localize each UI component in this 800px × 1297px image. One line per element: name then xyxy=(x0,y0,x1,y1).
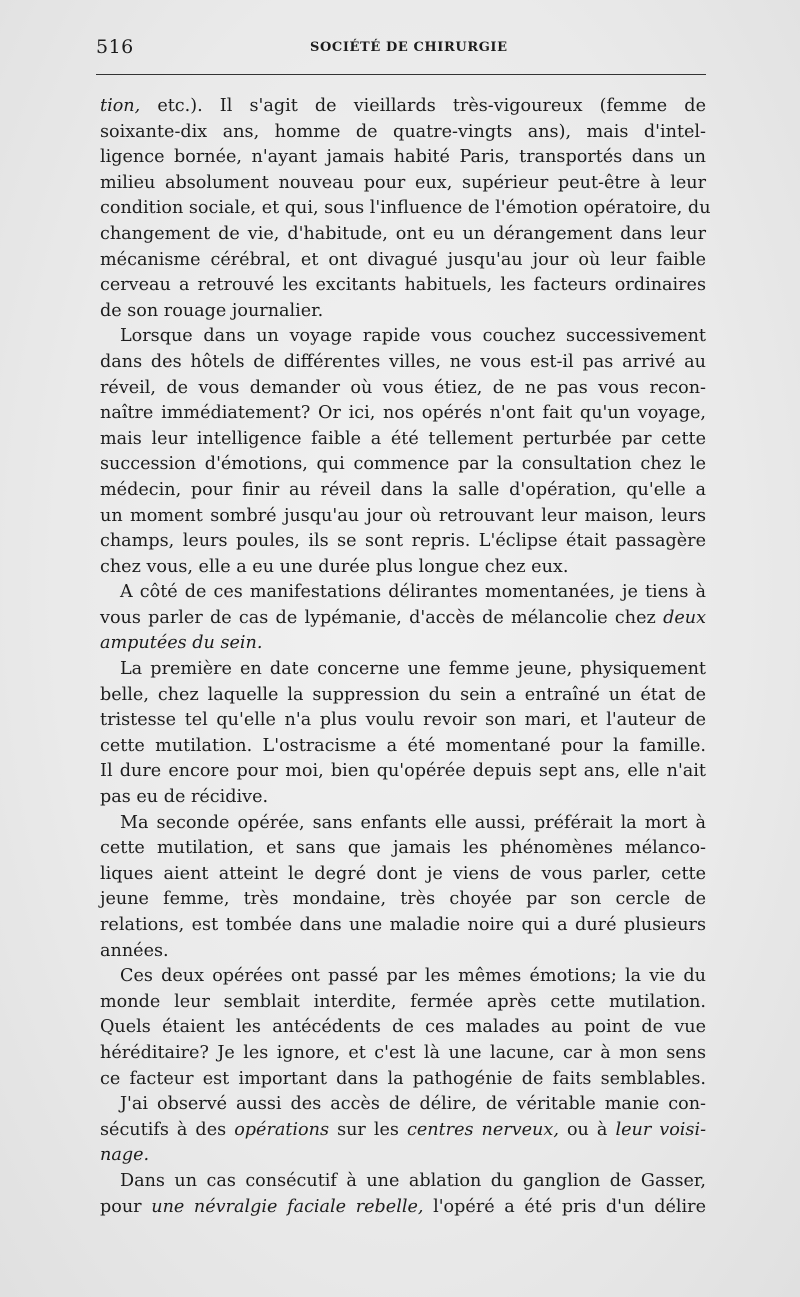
text-line xyxy=(100,299,706,325)
text-run: amputées du sein. xyxy=(100,633,263,654)
text-line xyxy=(100,120,706,146)
text-run: héréditaire? Je les ignore, et c'est là une lacune, car à mon sens xyxy=(100,1042,706,1063)
text-run: monde leur semblait interdite, fermée après cette mutilation. xyxy=(100,991,706,1012)
text-run: Ma seconde opérée, sans enfants elle aussi, préférait la mort à xyxy=(120,812,706,833)
text-run: nage. xyxy=(100,1145,150,1166)
text-line xyxy=(100,324,706,350)
text-run: cette mutilation, et sans que jamais les phénomènes mélanco- xyxy=(100,838,706,859)
text-line xyxy=(100,452,706,478)
text-line xyxy=(100,1118,706,1144)
text-line xyxy=(100,887,706,913)
text-run: une névralgie faciale rebelle, xyxy=(151,1196,424,1217)
text-line xyxy=(100,504,706,530)
text-run: centres nerveux, xyxy=(407,1119,559,1140)
text-run: succession d'émotions, qui commence par la consultation chez le xyxy=(100,454,706,475)
text-run: tristesse tel qu'elle n'a plus voulu revoir son mari, et l'auteur de xyxy=(100,710,706,731)
text-run: naître immédiatement? Or ici, nos opérés n'ont fait qu'un voyage, xyxy=(100,403,706,424)
text-line xyxy=(100,990,706,1016)
text-run: sécutifs à des xyxy=(100,1119,227,1140)
text-run: Quels étaient les antécédents de ces malades au point de vue xyxy=(100,1017,706,1038)
text-run: A côté de ces manifestations délirantes momentanées, je tiens à xyxy=(120,582,706,603)
text-run: médecin, pour finir au réveil dans la salle d'opération, qu'elle a xyxy=(100,479,706,500)
text-run: deux xyxy=(663,607,706,628)
running-title: SOCIÉTÉ DE CHIRURGIE xyxy=(310,40,508,55)
text-run: opérations xyxy=(234,1119,330,1140)
text-line xyxy=(100,785,706,811)
text-line xyxy=(100,529,706,555)
text-line xyxy=(100,1195,706,1221)
text-run: de son rouage journalier. xyxy=(100,300,324,321)
text-run: Ces deux opérées ont passé par les mêmes émotions; la vie du xyxy=(120,966,706,987)
text-line xyxy=(100,1143,706,1169)
text-run: La première en date concerne une femme jeune, physiquement xyxy=(120,659,706,680)
text-line xyxy=(100,580,706,606)
text-line xyxy=(100,171,706,197)
text-run: chez vous, elle a eu une durée plus longue chez eux. xyxy=(100,556,569,577)
text-line xyxy=(100,606,706,632)
text-run: soixante-dix ans, homme de quatre-vingts ans), mais d'intel- xyxy=(100,121,706,142)
text-run: vous parler de cas de lypémanie, d'accès de mélancolie chez xyxy=(100,607,656,628)
page-header xyxy=(96,36,706,66)
page-number: 516 xyxy=(96,36,134,58)
text-run: relations, est tombée dans une maladie noire qui a duré plusieurs xyxy=(100,915,706,935)
body-text xyxy=(100,94,711,1220)
text-run: Il dure encore pour moi, bien qu'opérée depuis sept ans, elle n'ait xyxy=(100,761,706,782)
text-line xyxy=(100,196,711,222)
text-line xyxy=(100,1015,706,1041)
text-run: ou à xyxy=(566,1119,608,1140)
text-line xyxy=(100,1041,706,1067)
text-run: un moment sombré jusqu'au jour où retrouvant leur maison, leurs xyxy=(100,505,706,526)
text-line xyxy=(100,734,706,760)
text-run: pour xyxy=(100,1196,142,1217)
text-run: Lorsque dans un voyage rapide vous couchez successivement xyxy=(120,326,706,347)
text-line xyxy=(100,273,706,299)
text-line xyxy=(100,222,706,248)
text-run: pas eu de récidive. xyxy=(100,787,269,808)
text-line xyxy=(100,964,706,990)
text-line xyxy=(100,1092,706,1118)
text-run: dans des hôtels de différentes villes, ne vous est-il pas arrivé au xyxy=(100,351,706,372)
text-line xyxy=(100,555,706,581)
text-run: champs, leurs poules, ils se sont repris. L'éclipse était passagère xyxy=(100,531,706,552)
text-run: mécanisme cérébral, et ont divagué jusqu'au jour où leur faible xyxy=(100,249,706,270)
text-line xyxy=(100,708,706,734)
text-run: changement de vie, d'habitude, ont eu un dérangement dans leur xyxy=(100,223,706,244)
text-line xyxy=(100,427,706,453)
text-run: ce facteur est important dans la pathogénie de faits semblables. xyxy=(100,1068,706,1089)
text-run: l'opéré a été pris d'un délire xyxy=(433,1196,706,1217)
text-line xyxy=(100,683,706,709)
text-line xyxy=(100,1067,706,1093)
text-run: mais leur intelligence faible a été tellement perturbée par cette xyxy=(100,428,706,449)
text-run: leur voisi- xyxy=(615,1119,707,1140)
text-line xyxy=(100,836,706,862)
text-run: années. xyxy=(100,940,169,961)
text-run: liques aient atteint le degré dont je viens de vous parler, cette xyxy=(100,863,706,884)
text-line xyxy=(100,478,706,504)
text-line xyxy=(100,631,706,657)
text-line xyxy=(100,657,706,683)
text-run: Dans un cas consécutif à une ablation du ganglion de Gasser, xyxy=(120,1170,706,1191)
header-rule xyxy=(96,74,706,75)
text-run: sur les xyxy=(337,1119,399,1140)
text-line xyxy=(100,401,706,427)
text-line xyxy=(100,759,706,785)
text-run: réveil, de vous demander où vous étiez, de ne pas vous recon- xyxy=(100,377,706,398)
text-run: ligence bornée, n'ayant jamais habité Paris, transportés dans un xyxy=(100,147,706,168)
text-line xyxy=(100,145,706,171)
text-line xyxy=(100,811,706,837)
text-run: cerveau a retrouvé les excitants habituels, les facteurs ordinaires xyxy=(100,275,706,296)
text-line xyxy=(100,1169,706,1195)
text-line xyxy=(100,862,706,888)
text-run: condition sociale, et qui, sous l'influence de l'émotion opératoire, du xyxy=(100,198,711,219)
text-run: jeune femme, très mondaine, très choyée par son cercle de xyxy=(100,889,706,910)
text-line xyxy=(100,248,706,274)
text-run: cette mutilation. L'ostracisme a été momentané pour la famille. xyxy=(100,735,706,756)
text-run: belle, chez laquelle la suppression du sein a entraîné un état de xyxy=(100,684,706,705)
text-line xyxy=(100,913,706,939)
text-run: J'ai observé aussi des accès de délire, de véritable manie con- xyxy=(120,1094,706,1115)
text-run: milieu absolument nouveau pour eux, supérieur peut-être à leur xyxy=(100,172,706,193)
text-line xyxy=(100,94,706,120)
text-line xyxy=(100,350,706,376)
text-run: tion, etc.). Il s'agit de vieillards très-vigoureux (femme de xyxy=(100,96,706,116)
text-line xyxy=(100,376,706,402)
text-line xyxy=(100,939,706,965)
